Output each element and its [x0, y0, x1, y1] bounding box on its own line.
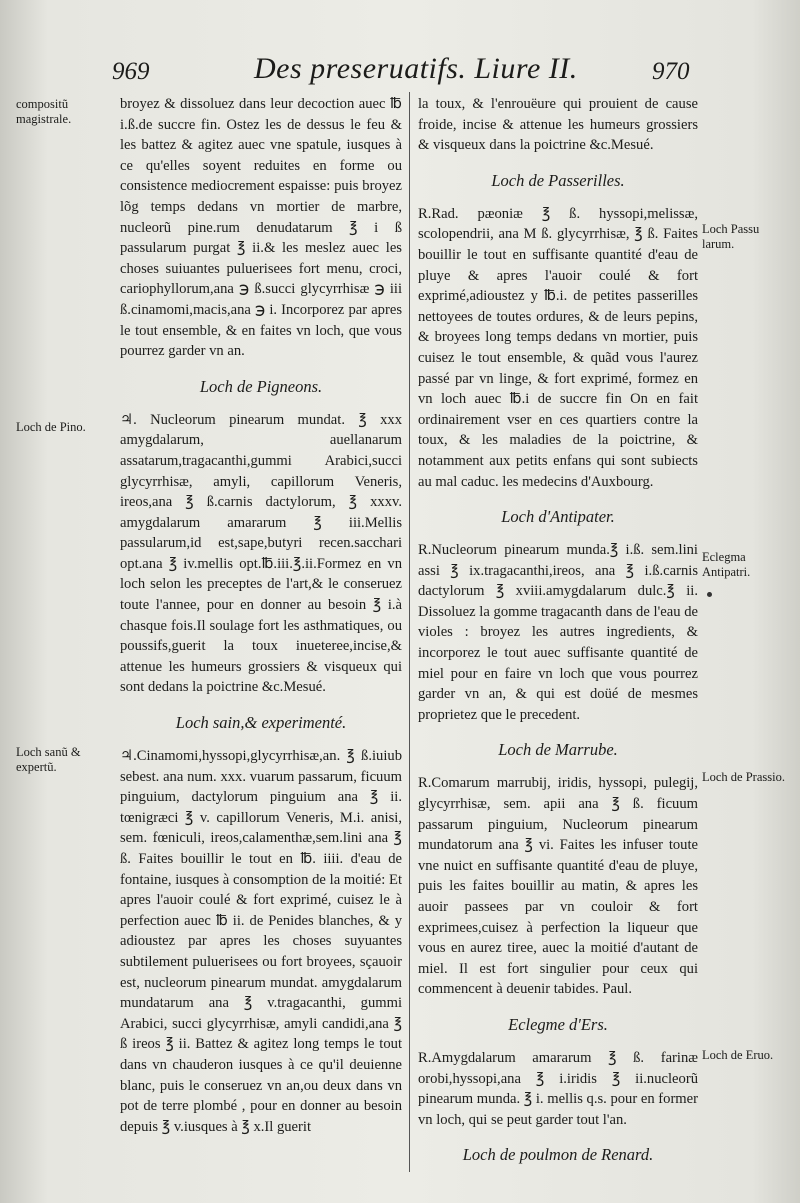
left-column	[120, 94, 402, 1174]
paragraph: la toux, & l'enrouëure qui prouient de cause froide, incise & attenue les humeurs grossiers & visqueux dans la poictrine &c.Mesué.	[418, 96, 698, 154]
column-divider	[409, 92, 410, 1172]
margin-note-left: compositũ magistrale.	[16, 97, 72, 126]
margin-note-left: Loch sanũ & expertũ.	[16, 745, 81, 774]
paragraph: ♃. Nucleorum pinearum mundat. ℥ xxx amygdalarum, auellanarum assatarum,tragacanthi,gummi Arabici,succi glycyrrhisæ, amyli, capillorum Veneris, ireos,ana ℥ ß.carnis dactylorum, ℥ xxxv. amygdalarum amararum ℥ iii.Mellis passularum,id est,sape,butyri recen.sacchari opt.ana ℥ iv.mellis opt.℔.iii.℥.ii.Formez en vn loch selon les preceptes de l'art,& le conseruez toute l'annee, pour en donner au besoin ℥ i.à chasque fois.Il soulage fort les asthmatiques, ou poussifs,guerit la toux inueteree,incise,& attenue les humeurs grossiers & visqueux qui sont dedans la poictrine &c.Mesué.	[120, 411, 402, 696]
section-heading: Loch de Marrube.	[498, 740, 618, 760]
page-number-left: 969	[112, 58, 150, 85]
right-column	[418, 94, 698, 1174]
section-heading: Loch sain,& experimenté.	[175, 713, 347, 733]
margin-note-right: Loch de Eruo.	[702, 1048, 774, 1062]
paragraph: ♃.Cinamomi,hyssopi,glycyrrhisæ,an. ℥ ß.iuiub sebest. ana num. xxx. vuarum passarum, ficuum pinguium, dactylorum pinguium ana ℥ ii. tœnigræci ℥ v. capillorum Veneris, M.i. anisi, sem. fœniculi, ireos,calamenthæ,sem.lini ana ℥ ß. Faites bouillir le tout en ℔. iiii. d'eau de fontaine, iusques à consomption de la moitié: Et apres l'auoir coulé & fort exprimé, cuisez le à perfection auec ℔ ii. de Penides blanches, & y adioustez par apres les choses suyuantes subtilement puluerisees ou fort broyees, sçauoir est, nucleorum pinearum mundat. amygdalarum mundatarum ana ℥ v.tragacanthi, gummi Arabici, succi glycyrrhisæ, amyli candidi,ana ℥ ß ireos ℥ ii. Battez & agitez long temps le tout dans vn chauderon iusques à ce qu'il deuienne blanc, puis le conseruez vn an,ou deux dans vn pot de terre plombé , pour en donner au besoin depuis ℥ v.iusques à ℥ x.Il guerit	[120, 748, 402, 1135]
section-heading: Loch de Passerilles.	[491, 170, 625, 190]
section-heading: Eclegme d'Ers.	[508, 1014, 608, 1034]
printed-dot	[707, 592, 712, 597]
paragraph: broyez & dissoluez dans leur decoction auec ℔ i.ß.de succre fin. Ostez les de dessus le feu & les battez & agitez auec vne spatule, iusques à ce qu'elles soyent reduites en forme ou consistence mediocrement espaisse: puis broyez lõg temps dedans vn mortier de marbre, nucleorũ pine.rum denudatarum ℥ i ß passularum purgat ℥ ii.& les meslez auec les choses suiuantes puluerisees fort menu, croci, cariophyllorum,ana ℈ ß.succi glycyrrhisæ ℈ iii ß.cinamomi,macis,ana ℈ i. Incorporez par apres le tout ensemble, & en faites vn loch, que vous pourrez garder vn an.	[120, 96, 402, 360]
running-header	[0, 50, 800, 94]
section-heading: Loch de Pigneons.	[199, 376, 323, 396]
section-heading: Loch de poulmon de Renard.	[462, 1145, 654, 1165]
section-heading: Loch d'Antipater.	[501, 507, 615, 527]
paragraph: R.Amygdalarum amararum ℥ ß. farinæ orobi,hyssopi,ana ℥ i.iridis ℥ ii.nucleorũ pinearum munda. ℥ i. mellis q.s. pour en former vn loch, qui se peut garder tout l'an.	[418, 1049, 698, 1128]
margin-note-right: Eclegma Antipatri.	[702, 550, 751, 579]
page-number-right: 970	[652, 58, 690, 85]
margin-note-right: Loch Passu larum.	[702, 222, 760, 251]
paragraph: R.Comarum marrubij, iridis, hyssopi, pulegij, glycyrrhisæ, sem. apii ana ℥ ß. ficuum passarum pinguium, Nucleorum pinearum mundatorum ana ℥ vi. Faites les infuser toute vne nuict en suffisante quantité d'eau de pluye, puis les faites bouillir au matin, & apres les auoir passees par vn couloir & fort exprimees,cuisez à perfection la liqueur que vous en aurez tiree, auec la moitié d'autant de miel. Il est fort singulier pour ceux qui commencent à deuenir tabides. Paul.	[418, 775, 698, 998]
paragraph: R.Nucleorum pinearum munda.℥ i.ß. sem.lini assi ℥ ix.tragacanthi,ireos, ana ℥ i.ß.carnis dactylorum ℥ xviii.amygdalarum dulc.℥ ii. Dissoluez la gomme tragacanth dans de l'eau de violes : broyez les autres ingredients, & incorporez le tout auec suffisante quantité de miel pour en faire vn loch que vous pourrez garder vn an, & qui est doüé de mesmes proprietez que le precedent.	[418, 542, 698, 723]
paragraph: R.Rad. pæoniæ ℥ ß. hyssopi,melissæ, scolopendrii, ana M ß. glycyrrhisæ, ℥ ß. Faites bouillir le tout en suffisante quantité d'eau de pluye & apres l'auoir coulé & fort exprimé,adioustez y ℔.i. de petites passerilles nettoyees de toutes ordures, & de leurs pepins, & broyees long temps dedans vn mortier, puis cuisez le tout ensemble, & quãd vous l'aurez passé par vn linge, & fort exprimé, formez en vn loch auec ℔.i de succre fin On en fait ordinairement vser en ces quartiers contre la toux, & les maladies de la poictrine, & notamment aux petits enfans qui sont subiects au mal caduc. les medecins d'Auxbourg.	[418, 205, 698, 490]
margin-note-right: Loch de Prassio.	[702, 770, 785, 784]
running-title: Des preseruatifs. Liure II.	[254, 52, 578, 85]
margin-note-left: Loch de Pino.	[16, 420, 86, 434]
